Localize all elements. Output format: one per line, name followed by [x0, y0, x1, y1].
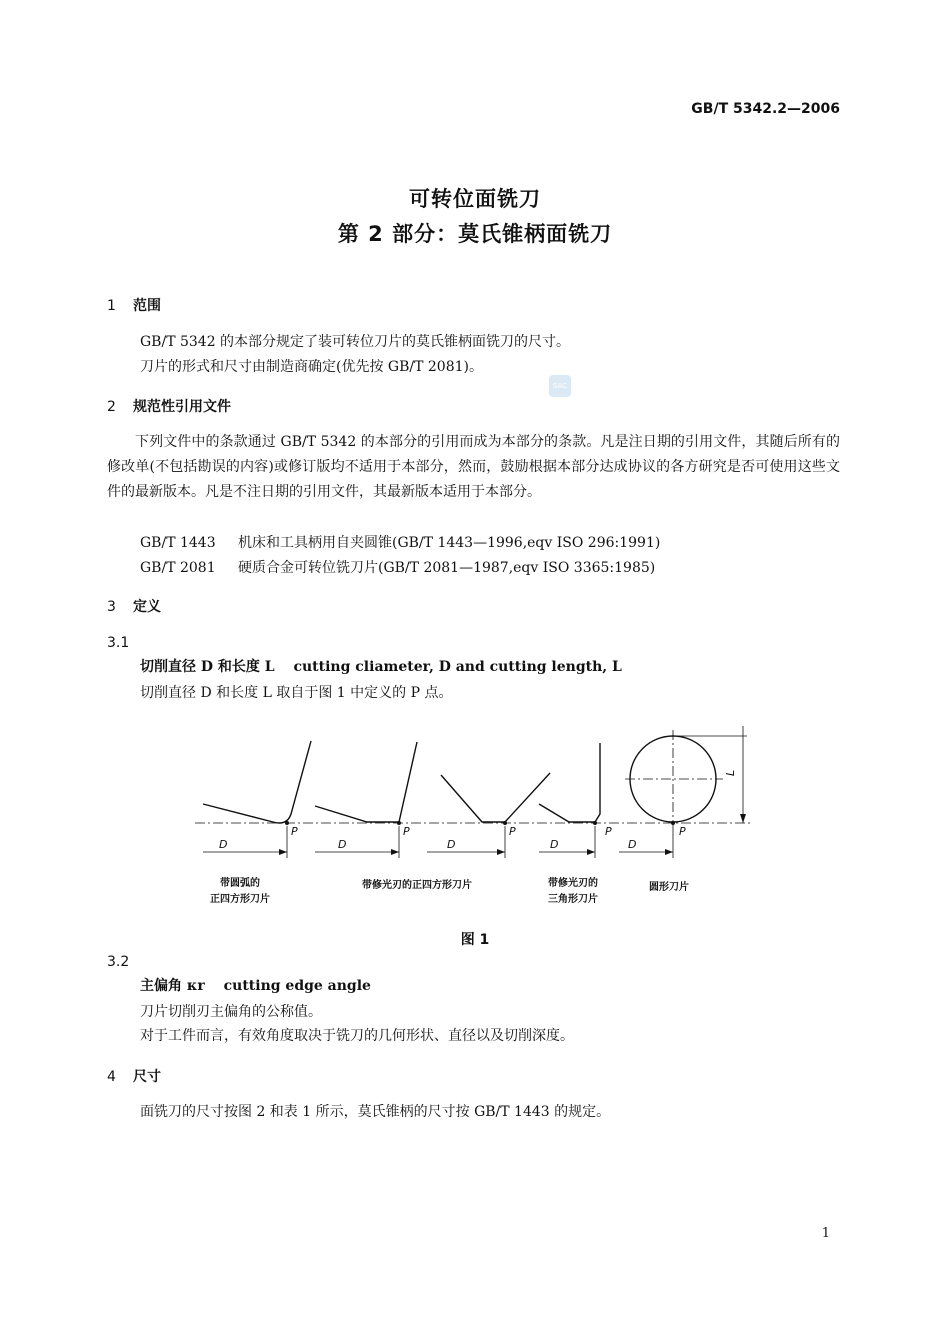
dimension-D-label: D: [338, 838, 347, 851]
section-heading-normative-references: 2 规范性引用文件: [107, 399, 231, 415]
section-heading-dimensions: 4 尺寸: [107, 1069, 161, 1085]
document-title: 可转位面铣刀: [409, 187, 541, 211]
definition-term: 切削直径 D 和长度 L cutting cliameter, D and cutting length, L: [140, 659, 622, 675]
figure-caption-wiper-square: 带修光刃的正四方形刀片: [362, 880, 472, 891]
figure-caption-round-insert: 圆形刀片: [649, 882, 689, 893]
definition-text: 切削直径 D 和长度 L 取自于图 1 中定义的 P 点。: [140, 685, 453, 701]
section-heading-definitions: 3 定义: [107, 599, 161, 615]
scope-paragraph-2: 刀片的形式和尺寸由制造商确定(优先按 GB/T 2081)。: [140, 359, 483, 375]
point-P-label: P: [291, 825, 298, 838]
reference-item: GB/T 1443 机床和工具柄用自夹圆锥(GB/T 1443—1996,eqv ISO 296:1991): [140, 535, 661, 551]
definition-text: 对于工件而言，有效角度取决于铣刀的几何形状、直径以及切削深度。: [140, 1028, 574, 1044]
page-number: 1: [821, 1226, 830, 1241]
reference-item: GB/T 2081 硬质合金可转位铣刀片(GB/T 2081—1987,eqv ISO 3365:1985): [140, 560, 656, 576]
symmetric-insert-outline: [441, 773, 550, 822]
wiper-triangle-insert-outline: [539, 743, 600, 822]
normative-references-paragraph: 下列文件中的条款通过 GB/T 5342 的本部分的引用而成为本部分的条款。凡是注日期的引用文件，其随后所有的修改单(不包括勘误的内容)或修订版均不适用于本部分，然而，鼓励根据本部分达成协议的各方研究是否可使用这些文件的最新版本。凡是不注日期的引用文件，其最新版本适用于本部分。: [107, 434, 840, 500]
point-P-label: P: [403, 825, 410, 838]
definition-number: 3.1: [107, 635, 130, 651]
dimensions-paragraph: 面铣刀的尺寸按图 2 和表 1 所示，莫氏锥柄的尺寸按 GB/T 1443 的规定。: [140, 1104, 611, 1120]
figure-1-caption: 图 1: [460, 932, 490, 948]
figure-1-insert-shapes: [195, 718, 765, 923]
definition-text: 刀片切削刃主偏角的公称值。: [140, 1004, 322, 1020]
dimension-D-label: D: [219, 838, 228, 851]
figure-caption-wiper-triangle-line1: 带修光刃的: [548, 878, 598, 889]
dimension-D-label: D: [628, 838, 637, 851]
figure-caption-wiper-triangle-line2: 三角形刀片: [548, 894, 598, 905]
dimension-D-label: D: [550, 838, 559, 851]
point-P-label: P: [679, 825, 686, 838]
definition-term: 主偏角 κr cutting edge angle: [140, 978, 371, 994]
dimension-L-label: L: [724, 769, 737, 776]
scope-paragraph-1: GB/T 5342 的本部分规定了装可转位刀片的莫氏锥柄面铣刀的尺寸。: [140, 334, 571, 350]
sac-watermark: SAC: [549, 375, 571, 397]
point-P-label: P: [509, 825, 516, 838]
document-subtitle: 第 2 部分：莫氏锥柄面铣刀: [337, 222, 613, 246]
dimension-D-label: D: [447, 838, 456, 851]
definition-number: 3.2: [107, 954, 130, 970]
standard-code: GB/T 5342.2—2006: [691, 101, 840, 117]
section-heading-scope: 1 范围: [107, 298, 161, 314]
round-corner-insert-outline: [203, 741, 311, 823]
figure-caption-round-corner-line2: 正四方形刀片: [210, 894, 270, 905]
wiper-square-insert-outline: [315, 742, 417, 822]
point-P-label: P: [605, 825, 612, 838]
figure-caption-round-corner-line1: 带圆弧的: [220, 878, 260, 889]
